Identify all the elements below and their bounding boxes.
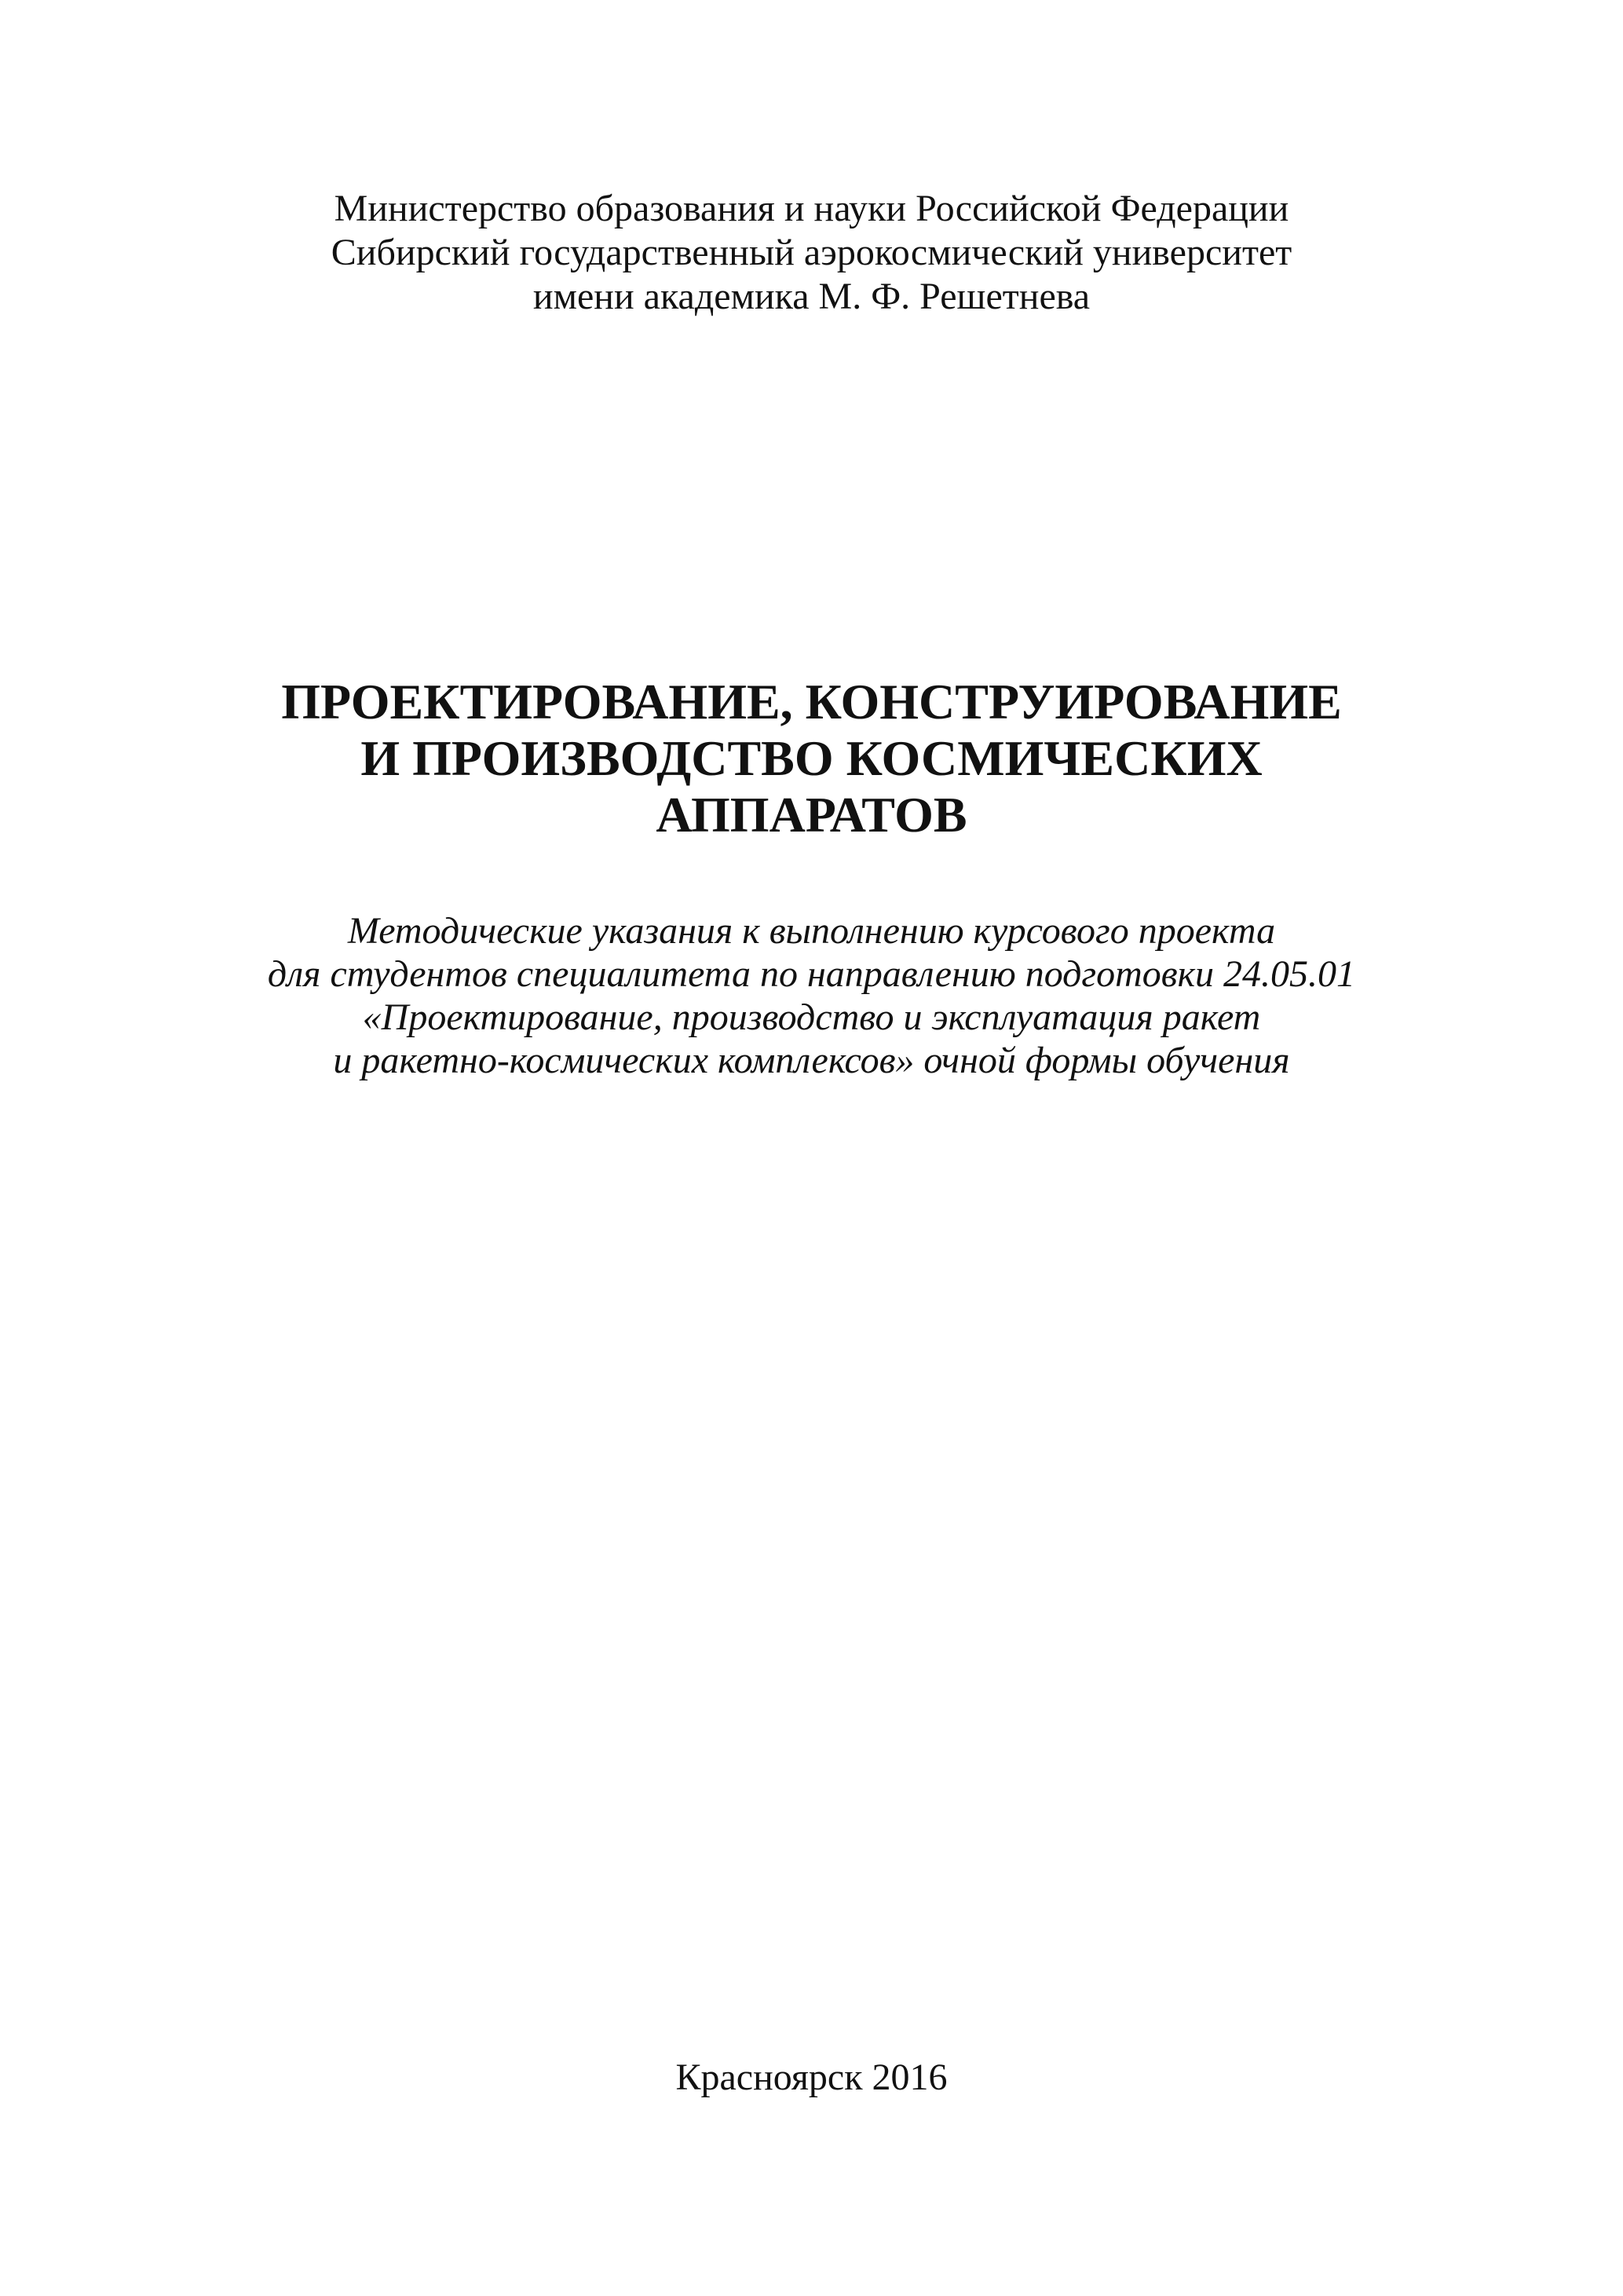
title-line-1: ПРОЕКТИРОВАНИЕ, КОНСТРУИРОВАНИЕ xyxy=(281,674,1342,729)
document-subtitle xyxy=(0,909,1623,1082)
university-name-line: имени академика М. Ф. Решетнева xyxy=(532,276,1091,317)
title-line-3: АППАРАТОВ xyxy=(656,787,967,843)
city-year: Красноярск 2016 xyxy=(675,2057,948,2098)
subtitle-line-3: «Проектирование, производство и эксплуатация ракет xyxy=(362,996,1261,1038)
ministry-line: Министерство образования и науки Российской Федерации xyxy=(334,188,1289,229)
university-line: Сибирский государственный аэрокосмический университет xyxy=(331,232,1292,273)
subtitle-line-4: и ракетно-космических комплексов» очной формы обучения xyxy=(333,1040,1290,1081)
title-line-2: И ПРОИЗВОДСТВО КОСМИЧЕСКИХ xyxy=(360,730,1263,786)
institution-header xyxy=(0,187,1623,319)
document-title xyxy=(0,674,1623,843)
subtitle-line-2: для студентов специалитета по направлению подготовки 24.05.01 xyxy=(267,953,1356,995)
subtitle-line-1: Методические указания к выполнению курсового проекта xyxy=(347,910,1276,952)
